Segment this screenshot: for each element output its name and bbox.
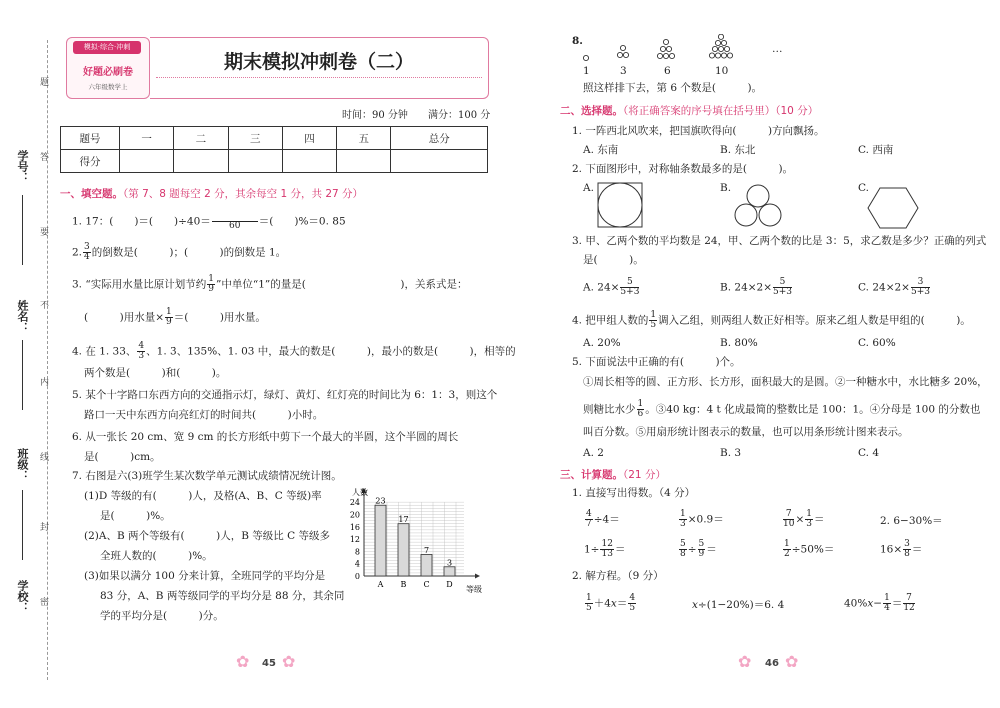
header-badge (66, 37, 150, 99)
score-header-cell: 四 (282, 127, 336, 150)
binding-char: 封 (40, 523, 50, 533)
binding-char: 答 (40, 153, 50, 163)
chart-bar (398, 524, 409, 576)
score-header-cell: 总分 (391, 127, 488, 150)
choice-5-line2 (583, 400, 980, 419)
q8-count: 6 (664, 65, 671, 77)
choice-3-line2: 是( )。 (583, 254, 644, 266)
calc-item: $\frac{4}{7}$ ÷4＝ (586, 509, 620, 529)
score-cell[interactable] (337, 150, 391, 173)
section1-note: （第 7、8 题每空 2 分，其余每空 1 分，共 27 分） (123, 188, 364, 200)
binding-line (47, 40, 48, 680)
choice-1-opt-b[interactable]: B. 东北 (720, 144, 756, 156)
choice-4-opt-c[interactable]: C. 60% (858, 337, 896, 349)
palm-decoration: ✿ (785, 652, 799, 671)
choice-3-opt-c[interactable] (858, 278, 931, 297)
chart-bar (444, 567, 455, 576)
c4-text-b: 调入乙组，则两组人数正好相等。原来乙组人数是甲组的( )。 (658, 314, 971, 327)
calc-1-heading: 1. 直接写出得数。（4 分） (572, 487, 696, 499)
question-1 (72, 212, 346, 231)
chart-data-label: 17 (398, 515, 409, 525)
q8-text: 照这样排下去，第 6 个数是( )。 (583, 82, 763, 94)
section2-title: 二、选择题。 (560, 105, 623, 117)
choice-4 (572, 311, 971, 330)
choice-2-opt-c[interactable]: C. (858, 182, 869, 194)
section1-title: 一、填空题。 (60, 188, 123, 200)
choice-1-opt-c[interactable]: C. 西南 (858, 144, 894, 156)
equation-item: x÷(1−20%)＝6. 4 (692, 599, 785, 611)
calc-item: $\frac{5}{8}$ ÷ $\frac{5}{9}$ ＝ (680, 539, 717, 559)
c3-b-den: 5+3 (773, 287, 793, 297)
c4-fraction (649, 311, 657, 330)
c3-c-text: C. 24×2× (858, 281, 910, 294)
q1-fraction (212, 212, 258, 231)
question-2 (72, 243, 286, 262)
chart-y-tick-label: 16 (349, 522, 360, 532)
c3-b-num: 5 (773, 278, 792, 288)
question-7-2a: (2)A、B 两个等级有( )人，B 等级比 C 等级多 (84, 530, 330, 542)
c3-a-fraction (620, 278, 639, 297)
section2-heading (560, 103, 818, 118)
palm-decoration: ✿ (282, 652, 296, 671)
q2-num-label: 2. (72, 246, 83, 259)
choice-3-opt-b[interactable] (720, 278, 793, 297)
calc-item: 1÷ $\frac{12}{13}$ ＝ (584, 539, 626, 559)
binding-char: 密 (40, 598, 50, 608)
choice-3: 3. 甲、乙两个数的平均数是 24，甲、乙两个数的比是 3：5，求乙数是多少？正确的列式 (572, 235, 987, 247)
page-number-left: 45 (262, 658, 276, 669)
chart-x-axis-label: 等级 (466, 585, 482, 594)
square-with-circle-figure (597, 182, 643, 228)
score-header-cell: 题号 (61, 127, 120, 150)
choice-5-line1: ①周长相等的圆、正方形、长方形，面积最大的是圆。②一种糖水中，水比糖多 20%， (583, 376, 988, 388)
name-label: 姓名： (16, 300, 29, 333)
school-label: 学校： (16, 580, 29, 613)
choice-3-opt-a[interactable] (583, 278, 640, 297)
q3-line2-frac-den: 9 (166, 317, 172, 327)
q4-frac-den: 3 (138, 351, 145, 361)
calc-2-heading: 2. 解方程。（9 分） (572, 570, 664, 582)
binding-char: 线 (40, 453, 50, 463)
question-6: 6. 从一张长 20 cm、宽 9 cm 的长方形纸中剪下一个最大的半圆，这个半圆的周长 (72, 431, 459, 443)
chart-y-tick-label: 12 (349, 535, 360, 545)
score-cell[interactable] (174, 150, 228, 173)
exam-time: 时间：90 分钟 (342, 110, 408, 121)
score-table (60, 126, 488, 173)
score-header-cell: 五 (337, 127, 391, 150)
choice-4-opt-b[interactable]: B. 80% (720, 337, 758, 349)
question-7-1a: (1)D 等级的有( )人，及格(A、B、C 等级)率 (84, 490, 322, 502)
question-6-line2: 是( )cm。 (84, 451, 161, 463)
q4-text-b: 、1. 3̇、135%、1. 03 中，最大的数是( )，最小的数是( )，相等的 (146, 345, 516, 358)
chart-x-tick-label: C (423, 580, 430, 589)
q8-count: 10 (715, 65, 729, 77)
triangle-dots-figure (575, 34, 805, 80)
c5-line2-b: 。③40 kg：4 t 化成最简的整数比是 100：1。④分母是 100 的分数也 (645, 403, 981, 416)
calc-item: 16× $\frac{3}{8}$ ＝ (880, 539, 923, 559)
chart-y-tick-label: 20 (349, 510, 360, 520)
student-id-line (22, 195, 23, 265)
score-header-cell: 三 (228, 127, 282, 150)
question-3 (72, 275, 467, 294)
section3-title: 三、计算题。 (560, 469, 623, 481)
question-4-line2: 两个数是( )和( )。 (84, 367, 227, 379)
grade-bar-chart (340, 486, 490, 598)
q3-frac-num: 1 (208, 274, 214, 284)
question-7: 7. 右图是六(3)班学生某次数学单元测试成绩情况统计图。 (72, 470, 342, 482)
binding-char: 题 (40, 78, 50, 88)
chart-data-label: 7 (423, 545, 430, 555)
c3-a-den: 5+3 (620, 287, 640, 297)
page-number-right: 46 (765, 658, 779, 669)
q3-text-b: ”中单位“1”的量是( )，关系式是： (215, 278, 468, 291)
c5-frac-num: 1 (637, 399, 644, 409)
q3-line2-fraction (165, 308, 173, 327)
page-title: 期末模拟冲刺卷（二） (223, 51, 414, 73)
question-7-3a: (3)如果以满分 100 分来计算，全班同学的平均分是 (84, 570, 326, 582)
question-7-1b: 是( )%。 (100, 510, 171, 522)
three-circles-figure (732, 184, 784, 228)
c5-line2-a: 则糖比水少 (583, 403, 636, 416)
choice-1-opt-a[interactable]: A. 东南 (583, 144, 619, 156)
q2-fraction (83, 243, 91, 262)
score-table-header (61, 127, 488, 150)
c4-frac-num: 1 (650, 310, 657, 320)
q1-text-end: ＝( )%＝0. 85 (258, 215, 346, 228)
badge-sub: 六年级数学上 (88, 83, 128, 91)
section3-heading (560, 467, 666, 482)
chart-x-arrow (475, 574, 480, 579)
name-line (22, 340, 23, 410)
student-id-label: 学号： (16, 150, 29, 183)
c3-a-num: 5 (620, 278, 639, 288)
choice-5-line3: 叫百分数。⑤用扇形统计图表示的数量，也可以用条形统计图来表示。 (583, 426, 909, 438)
choice-2: 2. 下面图形中，对称轴条数最多的是( )。 (572, 163, 794, 175)
q3-line2-b: ＝( )用水量。 (173, 311, 266, 324)
q8-label: 8. (572, 35, 583, 47)
q8-ellipsis: … (772, 43, 783, 55)
score-cell[interactable] (391, 150, 488, 173)
question-5-line2: 路口一天中东西方向亮红灯的时间共( )小时。 (84, 409, 324, 421)
score-header-cell: 一 (120, 127, 174, 150)
c4-text-a: 4. 把甲组人数的 (572, 314, 649, 327)
q8-count: 1 (583, 65, 590, 77)
q2-frac-num: 3 (84, 242, 90, 252)
choice-5-opt-c[interactable]: C. 4 (858, 447, 880, 459)
section1-heading (60, 186, 363, 201)
q4-frac-num: 4 (138, 341, 145, 351)
equation-item: $\frac{1}{5}$ ＋4x＝ $\frac{4}{5}$ (586, 593, 636, 613)
question-3-line2 (84, 308, 266, 327)
score-table-row (61, 150, 488, 173)
calc-item: $\frac{7}{10}$ × $\frac{1}{3}$ ＝ (783, 509, 825, 529)
choice-1: 1. 一阵西北风吹来，把国旗吹得向( )方向飘扬。 (572, 125, 825, 137)
equation-item: 40%x− $\frac{1}{4}$ ＝ $\frac{7}{12}$ (844, 593, 915, 613)
q3-text-a: 3. “实际用水量比原计划节约 (72, 278, 207, 291)
calc-item: $\frac{1}{2}$ ÷50%＝ (784, 539, 835, 559)
title-divider (156, 77, 482, 78)
c5-fraction (637, 400, 645, 419)
q3-fraction (207, 275, 215, 294)
c4-frac-den: 5 (650, 320, 657, 330)
c3-b-text: B. 24×2× (720, 281, 773, 294)
binding-char: 要 (40, 228, 50, 238)
chart-x-tick-label: D (446, 580, 453, 589)
c3-c-num: 3 (911, 278, 930, 288)
badge-main: 好题必刷卷 (83, 67, 133, 78)
class-line (22, 490, 23, 560)
class-label: 班级： (16, 448, 29, 481)
choice-4-opt-a[interactable]: A. 20% (583, 337, 621, 349)
q3-line2-frac-num: 1 (166, 307, 172, 317)
choice-5-opt-b[interactable]: B. 3 (720, 447, 742, 459)
question-7-3c: 学的平均分是( )分。 (100, 610, 224, 622)
q2-frac-den: 4 (84, 252, 90, 262)
q3-frac-den: 9 (208, 284, 214, 294)
calc-item: $\frac{1}{3}$ ×0.9＝ (680, 509, 724, 529)
question-7-2b: 全班人数的( )%。 (100, 550, 213, 562)
score-header-cell: 二 (174, 127, 228, 150)
score-cell[interactable] (282, 150, 336, 173)
question-7-3b: 83 分，A、B 两等级同学的平均分是 88 分，其余同 (100, 590, 345, 602)
choice-5: 5. 下面说法中正确的有( )个。 (572, 356, 741, 368)
choice-5-opt-a[interactable]: A. 2 (583, 447, 604, 459)
q8-count: 3 (620, 65, 627, 77)
c3-b-fraction (773, 278, 792, 297)
calc-item: 2. 6−30%＝ (880, 515, 943, 527)
q3-line2-a: ( )用水量× (84, 311, 164, 324)
chart-bar (375, 505, 386, 576)
palm-decoration: ✿ (236, 652, 250, 671)
chart-bar (421, 554, 432, 576)
binding-char: 不 (40, 301, 50, 311)
exam-full-score: 满分：100 分 (428, 110, 491, 121)
chart-x-tick-label: A (377, 580, 384, 589)
palm-decoration: ✿ (738, 652, 752, 671)
hexagon-figure (867, 186, 919, 230)
q1-frac-den: 60 (229, 221, 241, 231)
chart-data-label: 23 (375, 496, 386, 506)
score-cell[interactable] (120, 150, 174, 173)
question-4 (72, 342, 516, 361)
chart-y-tick-label: 8 (354, 547, 360, 557)
c5-frac-den: 6 (637, 409, 644, 419)
q1-text: 1. 17：( )＝( )÷40＝ (72, 215, 211, 228)
chart-y-tick-label: 0 (354, 572, 360, 581)
section3-note: （21 分） (623, 469, 666, 481)
section2-note: （将正确答案的序号填在括号里）（10 分） (623, 105, 819, 117)
badge-top: 模拟·综合·冲刺 (73, 41, 141, 54)
chart-y-axis-label: 人数 (352, 488, 368, 497)
c3-c-den: 5+3 (910, 287, 930, 297)
score-row-label: 得分 (61, 150, 120, 173)
question-5: 5. 某个十字路口东西方向的交通指示灯，绿灯、黄灯、红灯亮的时间比为 6：1：3，则这个 (72, 389, 498, 401)
q2-text: 的倒数是( )；( )的倒数是 1。 (91, 246, 287, 259)
binding-char: 内 (40, 378, 50, 388)
chart-y-tick-label: 24 (349, 498, 360, 508)
q4-fraction (137, 342, 145, 361)
c3-c-fraction (911, 278, 930, 297)
chart-data-label: 3 (446, 558, 453, 568)
choice-2-opt-a[interactable]: A. (583, 182, 594, 194)
chart-x-tick-label: B (400, 580, 407, 589)
q4-text-a: 4. 在 1. 33、 (72, 345, 137, 358)
score-cell[interactable] (228, 150, 282, 173)
chart-y-tick-label: 4 (354, 559, 360, 569)
c3-a-text: A. 24× (583, 281, 620, 294)
choice-2-opt-b[interactable]: B. (720, 182, 732, 194)
